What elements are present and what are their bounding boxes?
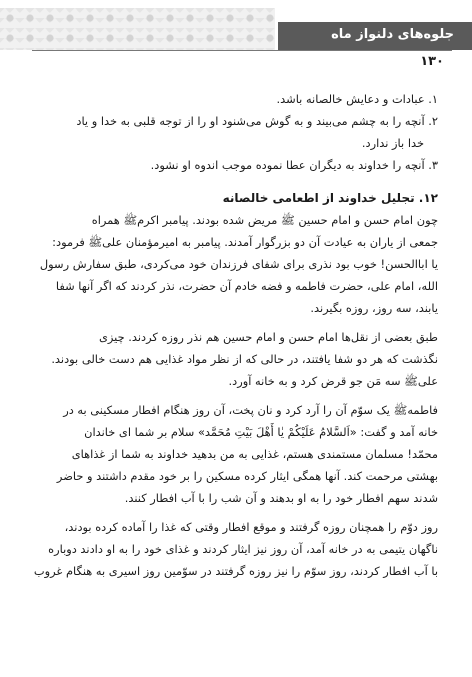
text-line: روز دوّم را همچنان روزه گرفتند و موقع افطار وقتی که غذا را آماده کرده بودند، xyxy=(64,520,438,534)
running-title-tab xyxy=(278,22,472,50)
paragraph xyxy=(33,209,438,319)
text-line: با آب افطار کردند، روز سوّم را نیز روزه گرفتند در سوّمین روز اسیری به هنگام غروب xyxy=(33,564,438,578)
page-body xyxy=(33,88,438,582)
paragraph xyxy=(33,326,438,392)
text-line: نگذشت که هر دو شفا یافتند، در حالی که از نظر مواد غذایی هم دست خالی بودند. xyxy=(51,352,438,366)
running-title: جلوه‌های دلنواز ماه xyxy=(331,27,454,42)
text-line: خانه آمد و گفت: «اَلسَّلامُ عَلَیْکُمْ یٰا أَهْلَ بَیْتِ مُحَمَّد» سلام بر شما ای خاندان xyxy=(84,425,438,439)
text-line: محمّد! مسلمان مستمندی هستم، غذایی به من بدهید خداوند به شما از غذاهای xyxy=(71,447,438,461)
header-rule xyxy=(32,50,452,51)
text-line: علیﷺ سه مَن جو قرض کرد و به خانه آورد. xyxy=(228,374,438,388)
page-number: ۱۳۰ xyxy=(420,54,444,69)
page-header xyxy=(0,0,472,42)
text-line: الله، امام علی، حضرت فاطمه و فضه خادم آن حضرت، نذر کردند که اگر آنها شفا xyxy=(55,279,438,293)
paragraph xyxy=(33,516,438,582)
list-item: ۲. آنچه را به چشم می‌بیند و به گوش می‌شنود او را از توجه قلبی به خدا و یاد xyxy=(76,114,438,128)
list-item: ۳. آنچه را خداوند به دیگران عطا نموده موجب اندوه او نشود. xyxy=(150,158,438,172)
text-line: شدند سهم افطار خود را به او بدهند و آن شب را با آب افطار کنند. xyxy=(124,491,438,505)
text-line: چون امام حسن و امام حسین ﷺ مریض شده بودند. پیامبر اکرمﷺ همراه xyxy=(91,213,438,227)
text-line: طبق بعضی از نقل‌ها امام حسن و امام حسین هم نذر روزه کردند. چیزی xyxy=(98,330,438,344)
text-line: بهشتی مرحمت کند. آنها همگی ایثار کرده مسکین را بر خود مقدم داشتند و حاضر xyxy=(56,469,438,483)
text-line: ناگهان یتیمی به در خانه آمد، آن روز نیز ایثار کردند و غذای خود را به او دادند دوباره xyxy=(48,542,438,556)
list-item: ۱. عبادات و دعایش خالصانه باشد. xyxy=(276,92,438,106)
list-item-continuation: خدا باز ندارد. xyxy=(361,136,424,150)
text-line: فاطمهﷺ یک سوّم آن را آرد کرد و نان پخت، آن روز هنگام افطار مسکینی به در xyxy=(63,403,438,417)
text-line: یا اباالحسن! خوب بود نذری برای شفای فرزندان خود می‌کردی، طبق سفارش رسول xyxy=(39,257,438,271)
section-heading: ۱۲. تجلیل خداوند از اطعامی خالصانه xyxy=(222,191,438,205)
decorative-ornament xyxy=(0,8,275,50)
text-line: یابند، سه روز، روزه بگیرند. xyxy=(310,301,438,315)
text-line: جمعی از یاران به عیادت آن دو بزرگوار آمدند. پیامبر به امیرمؤمنان علیﷺ فرمود: xyxy=(52,235,438,249)
paragraph xyxy=(33,399,438,509)
